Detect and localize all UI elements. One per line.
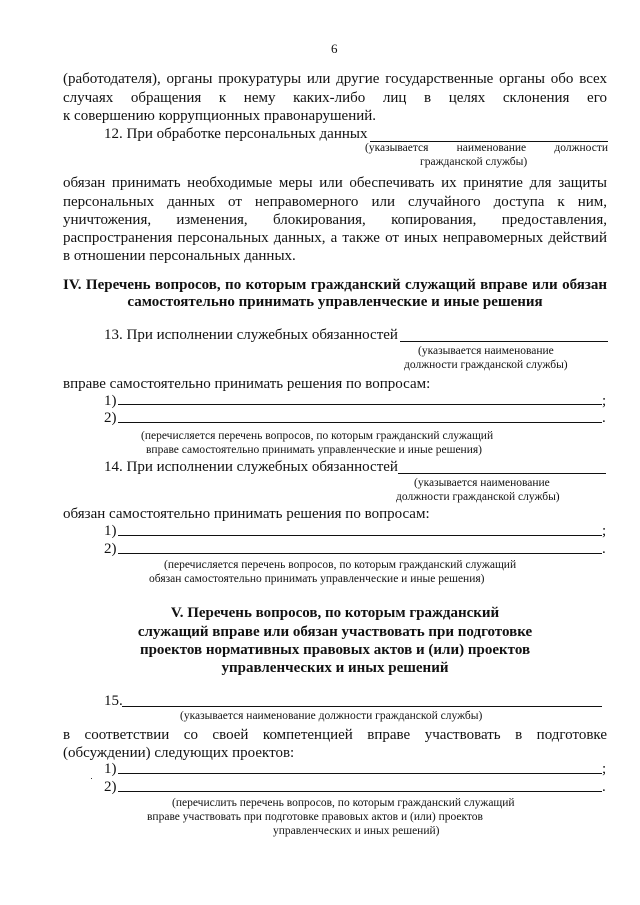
item-14-caption: (указывается наименование — [414, 477, 550, 489]
paragraph-line: в отношении персональных данных. — [63, 248, 296, 264]
fill-in-line — [118, 535, 602, 536]
section-heading: самостоятельно принимать управленческие и иные решения — [127, 294, 543, 310]
item-14-caption: должности гражданской службы) — [396, 491, 560, 503]
fill-in-line — [118, 791, 602, 792]
fill-in-line — [122, 706, 602, 707]
list-end-mark: . — [602, 410, 606, 426]
section-heading: проектов нормативных правовых актов и (или) проектов — [139, 642, 531, 658]
paragraph-line: персональных данных от неправомерного или случайного доступа к ним, — [63, 194, 607, 210]
fill-in-line — [400, 341, 608, 342]
paragraph-line: уничтожения, изменения, блокирования, копирования, предоставления, — [63, 212, 607, 228]
list-end-mark: ; — [602, 393, 607, 409]
list-number: 2) — [104, 410, 117, 426]
fill-in-line — [118, 773, 602, 774]
stray-mark — [91, 778, 92, 779]
fill-in-line — [118, 553, 602, 554]
fill-in-line — [118, 404, 602, 405]
item-14-lead: 14. При исполнении служебных обязанностей — [104, 459, 398, 475]
fill-in-line — [398, 473, 606, 474]
list-number: 1) — [104, 523, 117, 539]
fill-in-line — [118, 422, 602, 423]
paragraph-line: распространения персональных данных, а также от иных неправомерных действий — [63, 230, 607, 246]
list-number: 2) — [104, 779, 117, 795]
list-end-mark: ; — [602, 523, 607, 539]
list-number: 1) — [104, 393, 117, 409]
item-15-note: управленческих и иных решений) — [273, 825, 440, 837]
paragraph-line: в соответствии со своей компетенцией вправе участвовать в подготовке — [63, 727, 607, 743]
item-13-caption: (указывается наименование — [418, 345, 554, 357]
section-heading: IV. Перечень вопросов, по которым гражданский служащий вправе или обязан — [63, 277, 607, 293]
list-end-mark: ; — [602, 761, 607, 777]
item-13-caption: должности гражданской службы) — [404, 359, 568, 371]
item-13-text: вправе самостоятельно принимать решения по вопросам: — [63, 376, 431, 392]
item-15-note: вправе участвовать при подготовке правовых актов и (или) проектов — [147, 811, 483, 823]
item-13-note: вправе самостоятельно принимать управленческие и иные решения) — [146, 444, 482, 456]
item-15-caption: (указывается наименование должности гражданской службы) — [180, 710, 483, 722]
item-13-note: (перечисляется перечень вопросов, по которым гражданский служащий — [141, 430, 494, 442]
item-12-caption: (указывается наименование должности — [365, 142, 608, 154]
section-heading: V. Перечень вопросов, по которым гражданский — [170, 605, 500, 621]
list-end-mark: . — [602, 541, 606, 557]
item-14-text: обязан самостоятельно принимать решения по вопросам: — [63, 506, 430, 522]
item-15-lead: 15. — [104, 693, 123, 709]
paragraph-line: к совершению коррупционных правонарушений. — [63, 108, 377, 124]
paragraph-line: случаях обращения к нему каких-либо лиц в целях склонения его — [63, 90, 607, 106]
item-14-note: (перечисляется перечень вопросов, по которым гражданский служащий — [164, 559, 517, 571]
section-heading: управленческих и иных решений — [221, 660, 449, 676]
item-13-lead: 13. При исполнении служебных обязанностей — [104, 327, 398, 343]
item-12-caption: гражданской службы) — [420, 156, 528, 168]
list-end-mark: . — [602, 779, 606, 795]
item-14-note: обязан самостоятельно принимать управленческие и иные решения) — [149, 573, 485, 585]
item-15-note: (перечислить перечень вопросов, по которым гражданский служащий — [172, 797, 515, 809]
page-number: 6 — [331, 41, 338, 56]
item-12-lead: 12. При обработке персональных данных — [104, 126, 368, 142]
list-number: 1) — [104, 761, 117, 777]
section-heading: служащий вправе или обязан участвовать при подготовке — [137, 624, 533, 640]
paragraph-line: (работодателя), органы прокуратуры или другие государственные органы обо всех — [63, 71, 607, 87]
paragraph-line: (обсуждении) следующих проектов: — [63, 745, 295, 761]
paragraph-line: обязан принимать необходимые меры или обеспечивать их принятие для защиты — [63, 175, 607, 191]
list-number: 2) — [104, 541, 117, 557]
